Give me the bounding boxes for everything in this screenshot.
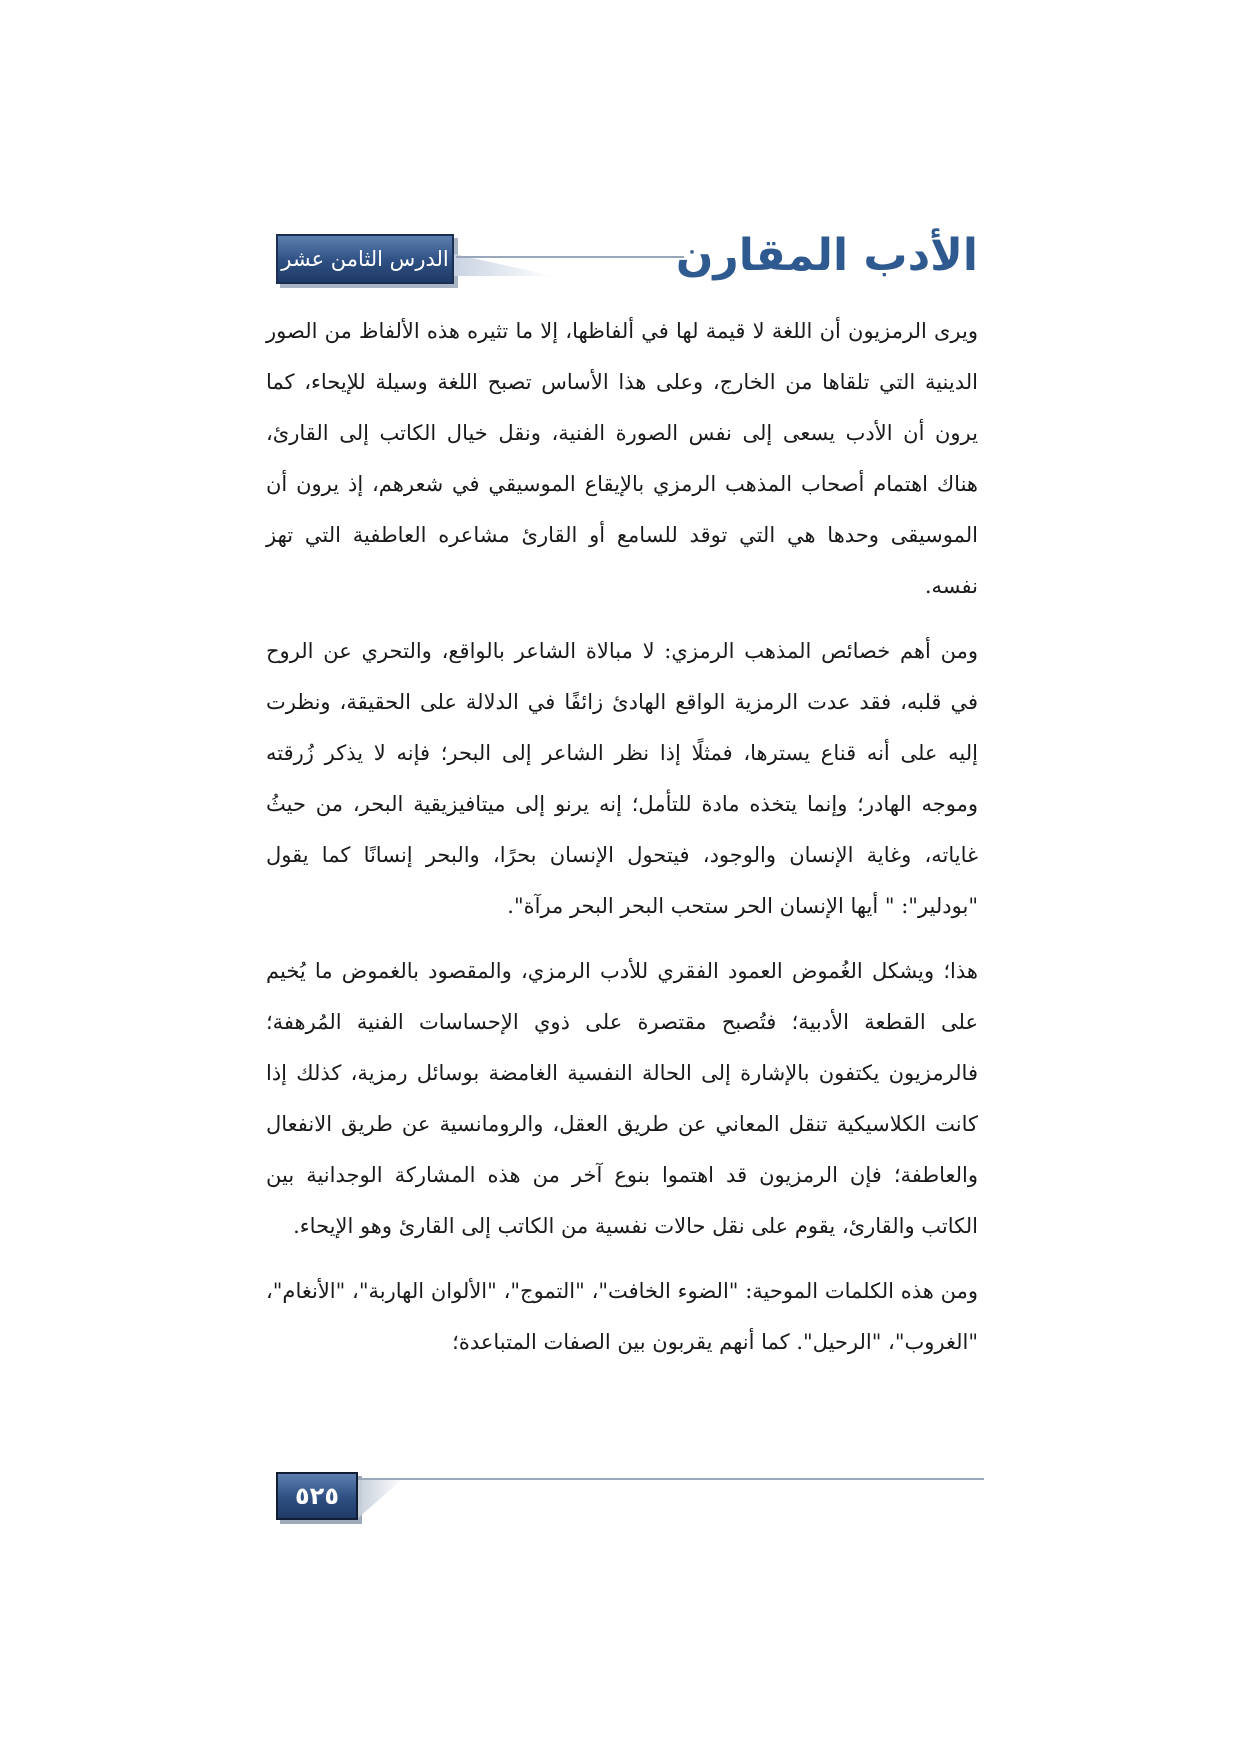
- paragraph-1: ويرى الرمزيون أن اللغة لا قيمة لها في ألفاظها، إلا ما تثيره هذه الألفاظ من الصور الدينية التي تلقاها من الخارج، وعلى هذا الأساس تصبح اللغة وسيلة للإيحاء، كما يرون أن الأدب يسعى إلى نفس الصورة الفنية، ونقل خيال الكاتب إلى القارئ، هناك اهتمام أصحاب المذهب الرمزي بالإيقاع الموسيقي في شعرهم، إذ يرون أن الموسيقى وحدها هي التي توقد للسامع أو القارئ مشاعره العاطفية التي تهز نفسه.: [266, 319, 978, 598]
- page-body: [266, 306, 978, 1382]
- lesson-badge: [276, 234, 454, 284]
- paragraph-4: ومن هذه الكلمات الموحية: "الضوء الخافت"، "التموج"، "الألوان الهاربة"، "الأنغام"، "الغروب"، "الرحيل". كما أنهم يقربون بين الصفات المتباعدة؛: [266, 1279, 978, 1354]
- paragraph-3: هذا؛ ويشكل الغُموض العمود الفقري للأدب الرمزي، والمقصود بالغموض ما يُخيم على القطعة الأدبية؛ فتُصبح مقتصرة على ذوي الإحساسات الفنية المُرهفة؛ فالرمزيون يكتفون بالإشارة إلى الحالة النفسية الغامضة بوسائل رمزية، كذلك إذا كانت الكلاسيكية تنقل المعاني عن طريق العقل، والرومانسية عن طريق الانفعال والعاطفة؛ فإن الرمزيون قد اهتموا بنوع آخر من هذه المشاركة الوجدانية بين الكاتب والقارئ، يقوم على نقل حالات نفسية من الكاتب إلى القارئ وهو الإيحاء.: [266, 959, 978, 1238]
- footer-rule: [358, 1478, 984, 1480]
- page-number: ٥٢٥: [295, 1482, 339, 1510]
- header-rule: [456, 256, 684, 258]
- page-footer: [272, 1466, 988, 1526]
- page-header: [270, 228, 984, 290]
- book-title: الأدب المقارن: [675, 230, 978, 281]
- lesson-label: الدرس الثامن عشر: [281, 247, 449, 271]
- footer-shadow-wedge: [358, 1478, 404, 1518]
- paragraph-2: ومن أهم خصائص المذهب الرمزي: لا مبالاة الشاعر بالواقع، والتحري عن الروح في قلبه، فقد عدت الرمزية الواقع الهادئ زائفًا في الدلالة على الحقيقة، ونظرت إليه على أنه قناع يسترها، فمثلًا إذا نظر الشاعر إلى البحر؛ فإنه لا يذكر زُرقته وموجه الهادر؛ وإنما يتخذه مادة للتأمل؛ إنه يرنو إلى ميتافيزيقية البحر، من حيثُ غاياته، وغاية الإنسان والوجود، فيتحول الإنسان بحرًا، والبحر إنسانًا كما يقول "بودلير": " أيها الإنسان الحر ستحب البحر البحر مرآة".: [266, 639, 978, 918]
- page-number-badge: [276, 1472, 358, 1520]
